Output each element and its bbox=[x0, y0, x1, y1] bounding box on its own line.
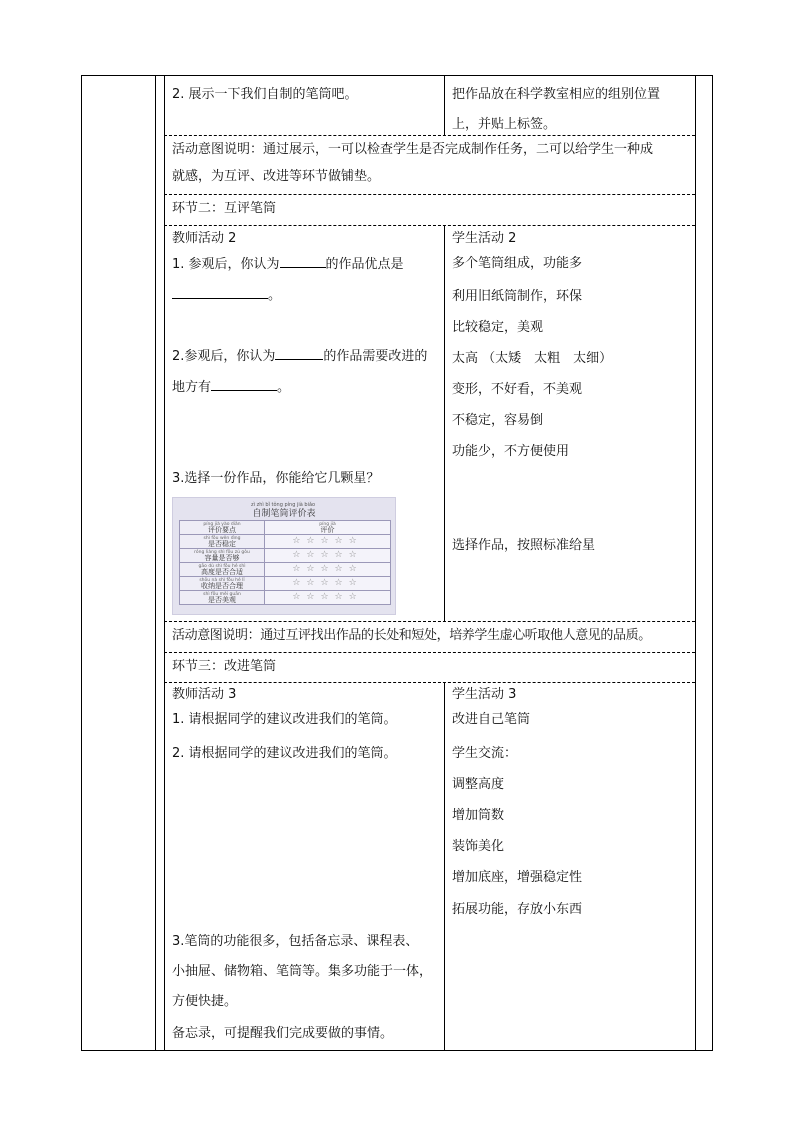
eval-header-col2: píng jià 评价 bbox=[265, 521, 391, 535]
star-rating: ☆☆☆☆☆ bbox=[265, 549, 391, 563]
student-item: 调整高度 bbox=[452, 777, 505, 792]
row-separator bbox=[164, 621, 695, 622]
eval-header-col1: píng jià yào diǎn 评价要点 bbox=[180, 521, 265, 535]
activity-intent-line2: 就感，为互评、改进等环节做铺垫。 bbox=[172, 169, 381, 184]
teacher-question-1-cont: 。 bbox=[172, 286, 281, 305]
answer-blank bbox=[275, 347, 323, 360]
student-activity-heading-3: 学生活动 3 bbox=[452, 687, 517, 702]
student-item: 拓展功能，存放小东西 bbox=[452, 902, 583, 917]
student-item: 增加底座，增强稳定性 bbox=[452, 870, 583, 885]
eval-row: gāo dù shì fǒu hé shì 高度是否合适 ☆☆☆☆☆ bbox=[180, 563, 391, 577]
teacher-question-3: 3.选择一份作品，你能给它几颗星？ bbox=[172, 471, 380, 486]
student-star-rating-text: 选择作品，按照标准给星 bbox=[452, 538, 596, 553]
student-answer-item: 变形，不好看，不美观 bbox=[452, 382, 583, 397]
eval-header-row bbox=[180, 521, 391, 535]
answer-blank bbox=[172, 286, 268, 299]
showcase-student-line2: 上，并贴上标签。 bbox=[452, 117, 557, 132]
table-border-left bbox=[81, 75, 82, 1050]
student-item: 学生交流： bbox=[452, 746, 518, 761]
eval-row: róng liàng shì fǒu zú gòu 容量是否够 ☆☆☆☆☆ bbox=[180, 549, 391, 563]
answer-blank bbox=[211, 378, 277, 391]
star-rating: ☆☆☆☆☆ bbox=[265, 535, 391, 549]
eval-row: shì fǒu wěn dìng 是否稳定 ☆☆☆☆☆ bbox=[180, 535, 391, 549]
student-item: 改进自己笔筒 bbox=[452, 712, 531, 727]
row-separator bbox=[164, 194, 695, 195]
eval-row: shōu nà shì fǒu hé lǐ 收纳是否合理 ☆☆☆☆☆ bbox=[180, 577, 391, 591]
eval-title-pinyin: zì zhì bǐ tǒng píng jià biǎo bbox=[251, 502, 316, 508]
evaluation-form-image bbox=[172, 497, 396, 615]
showcase-instruction: 2. 展示一下我们自制的笔筒吧。 bbox=[172, 87, 358, 102]
table-border-col2 bbox=[164, 75, 165, 1050]
teacher-step-1: 1. 请根据同学的建议改进我们的笔筒。 bbox=[172, 712, 397, 727]
student-activity-heading: 学生活动 2 bbox=[452, 231, 517, 246]
student-item: 装饰美化 bbox=[452, 839, 505, 854]
section-heading-peer-review: 环节二：互评笔筒 bbox=[172, 201, 277, 216]
teacher-activity-heading: 教师活动 2 bbox=[172, 231, 237, 246]
row-separator bbox=[164, 135, 695, 136]
student-answer-item: 比较稳定，美观 bbox=[452, 320, 544, 335]
table-border-top bbox=[81, 75, 713, 76]
teacher-question-2-cont: 地方有 。 bbox=[172, 380, 291, 395]
teacher-step-3-line2: 小抽屉、储物箱、笔筒等。集多功能于一体， bbox=[172, 964, 433, 979]
activity-intent-2: 活动意图说明：通过互评找出作品的长处和短处，培养学生虚心听取他人意见的品质。 bbox=[172, 628, 651, 643]
student-item: 增加筒数 bbox=[452, 808, 505, 823]
activity-intent-line1: 活动意图说明：通过展示，一可以检查学生是否完成制作任务，二可以给学生一种成 bbox=[172, 142, 654, 157]
teacher-question-1: 1. 参观后，你认为 的作品优点是 bbox=[172, 257, 404, 272]
star-rating: ☆☆☆☆☆ bbox=[265, 563, 391, 577]
eval-title: 自制笔筒评价表 bbox=[252, 509, 316, 519]
teacher-step-3-line1: 3.笔筒的功能很多，包括备忘录、课程表、 bbox=[172, 934, 419, 949]
eval-row: shì fǒu měi guān 是否美观 ☆☆☆☆☆ bbox=[180, 591, 391, 605]
star-rating: ☆☆☆☆☆ bbox=[265, 577, 391, 591]
answer-blank bbox=[280, 255, 326, 268]
showcase-student-line1: 把作品放在科学教室相应的组别位置 bbox=[452, 87, 661, 102]
table-border-col4 bbox=[695, 75, 696, 1050]
column-divider-row1 bbox=[444, 75, 445, 135]
student-answer-item: 太高 （太矮 太粗 太细） bbox=[452, 351, 613, 366]
row-separator bbox=[164, 225, 695, 226]
table-border-bottom bbox=[81, 1050, 713, 1051]
row-separator bbox=[164, 652, 695, 653]
student-answer-item: 多个笔筒组成，功能多 bbox=[452, 256, 583, 271]
row-separator bbox=[164, 682, 695, 683]
column-divider-section2 bbox=[444, 225, 445, 621]
column-divider-section3 bbox=[444, 682, 445, 1050]
table-border-col1 bbox=[155, 75, 156, 1050]
star-rating: ☆☆☆☆☆ bbox=[265, 591, 391, 605]
student-answer-item: 利用旧纸筒制作，环保 bbox=[452, 289, 583, 304]
student-answer-item: 不稳定，容易倒 bbox=[452, 413, 544, 428]
teacher-step-2: 2. 请根据同学的建议改进我们的笔筒。 bbox=[172, 746, 397, 761]
teacher-activity-heading-3: 教师活动 3 bbox=[172, 687, 237, 702]
teacher-step-3-line3: 方便快捷。 bbox=[172, 994, 238, 1009]
eval-table bbox=[179, 520, 391, 605]
teacher-question-2: 2.参观后，你认为 的作品需要改进的 bbox=[172, 349, 428, 364]
teacher-step-3-line4: 备忘录，可提醒我们完成要做的事情。 bbox=[172, 1026, 394, 1041]
student-answer-item: 功能少，不方便使用 bbox=[452, 444, 570, 459]
table-border-right bbox=[712, 75, 713, 1050]
section-heading-improve: 环节三：改进笔筒 bbox=[172, 659, 277, 674]
